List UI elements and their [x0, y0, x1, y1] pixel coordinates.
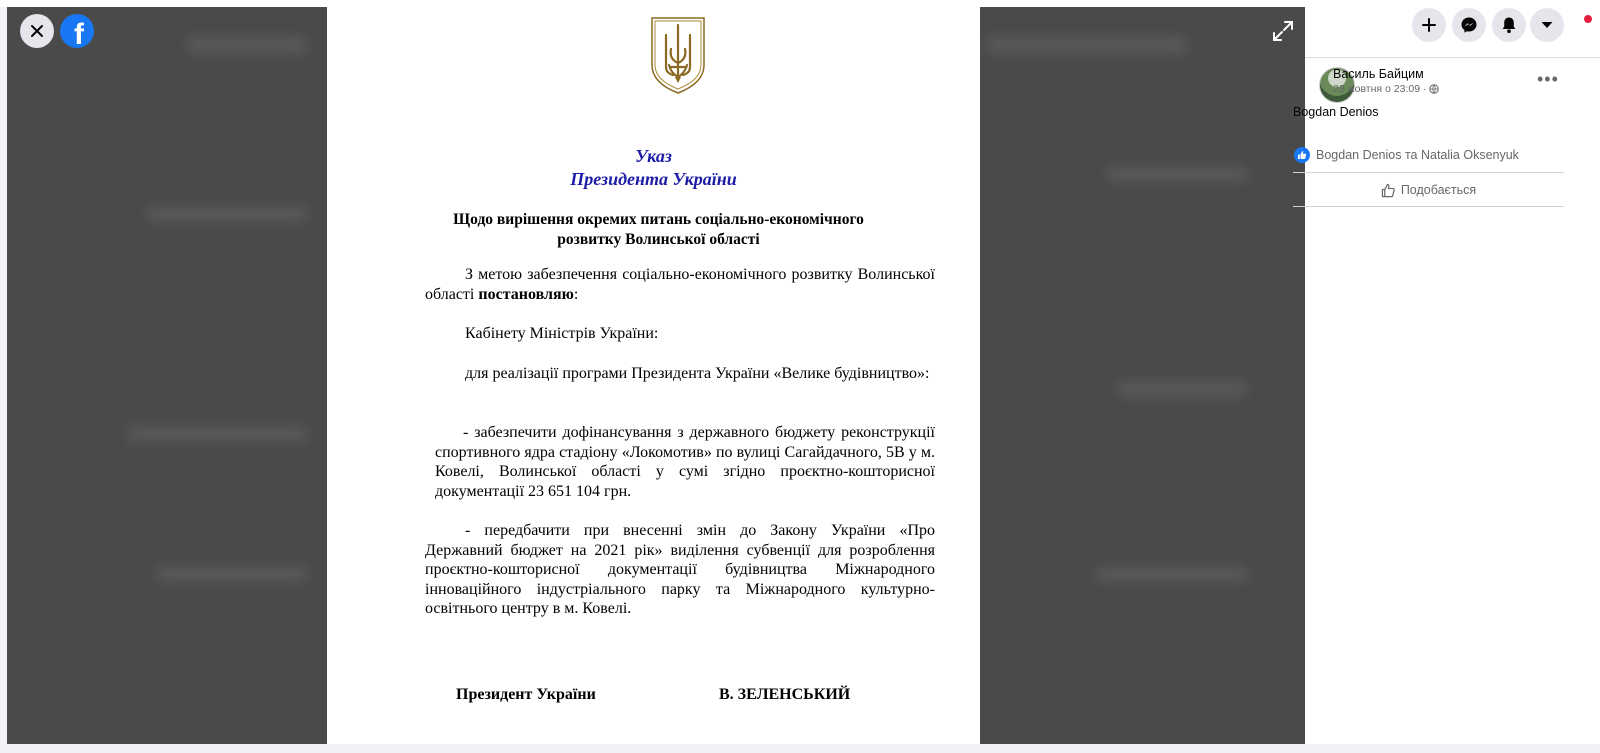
- signature-name: В. ЗЕЛЕНСЬКИЙ: [719, 686, 851, 703]
- like-button-label: Подобається: [1400, 183, 1477, 197]
- create-button[interactable]: [1412, 8, 1446, 42]
- decree-cabinet: Кабінету Міністрів України:: [465, 325, 659, 342]
- coat-of-arms-icon: [649, 15, 707, 95]
- more-options-icon[interactable]: •••: [1537, 69, 1559, 89]
- account-menu-button[interactable]: [1530, 8, 1564, 42]
- divider: [1293, 172, 1564, 173]
- post-timestamp[interactable]: [1333, 83, 1439, 95]
- intro-end: :: [573, 285, 579, 303]
- blurred-background: [157, 567, 307, 581]
- reactions-summary[interactable]: [1294, 147, 1519, 163]
- decree-item-2: - передбачити при внесенні змін до Закону України «Про Державний бюджет на 2021 рік» виділення субвенції для розроблення проєктно-кошторисної документації будівництва Міжнародного інноваційного індустріального парку та Міжнародного культурно-освітнього центру в м. Ковелі.: [425, 522, 935, 618]
- decree-intro: [425, 265, 935, 304]
- globe-icon: [1429, 84, 1439, 94]
- intro-text: З метою забезпечення соціально-економічного розвитку Волинської області: [425, 266, 935, 303]
- signature-title: Президент України: [456, 686, 596, 703]
- blurred-background: [147, 207, 307, 221]
- decree-program: для реалізації програми Президента України «Велике будівництво»:: [465, 365, 930, 382]
- blurred-background: [127, 427, 307, 441]
- facebook-logo[interactable]: f: [60, 14, 94, 48]
- decree-subject: Щодо вирішення окремих питань соціально-економічного розвитку Волинської області: [453, 211, 864, 248]
- decree-title: Указ: [635, 146, 672, 166]
- like-reaction-icon: [1294, 147, 1310, 163]
- reactions-names: Bogdan Denios та Natalia Oksenyuk: [1316, 148, 1519, 162]
- post-time-text: 23 жовтня о 23:09 ·: [1333, 83, 1427, 95]
- plus-icon: [1421, 17, 1437, 33]
- post-text: Bogdan Denios: [1293, 105, 1379, 119]
- expand-button[interactable]: [1270, 18, 1296, 44]
- bell-icon: [1501, 16, 1517, 34]
- expand-icon: [1270, 18, 1296, 44]
- intro-bold: постановляю: [478, 285, 574, 303]
- messenger-button[interactable]: [1452, 8, 1486, 42]
- decree-item-1: - забезпечити дофінансування з державного бюджету реконструкції спортивного ядра стадіону «Локомотив» по вулиці Сагайдачного, 5В у м. Ковелі, Волинської області у сумі згідно проєктно-кошторисної документації 23 651 104 грн.: [435, 424, 935, 500]
- decree-document: [327, 7, 980, 744]
- divider: [1293, 206, 1564, 207]
- top-strip: [0, 0, 1600, 7]
- messenger-icon: [1460, 16, 1478, 34]
- blurred-background: [187, 37, 307, 53]
- post-author[interactable]: Василь Байцим: [1333, 67, 1424, 81]
- close-icon: [29, 23, 45, 39]
- thumbs-up-icon: [1381, 183, 1396, 198]
- decree-title-president: Президента України: [570, 169, 737, 189]
- caret-down-icon: [1540, 20, 1554, 30]
- blurred-background: [987, 37, 1187, 53]
- blurred-background: [1097, 567, 1247, 581]
- notifications-button[interactable]: [1492, 8, 1526, 42]
- like-button[interactable]: [1293, 174, 1564, 206]
- account-alert-dot: [1584, 15, 1592, 23]
- blurred-background: [1117, 382, 1247, 396]
- close-button[interactable]: [20, 14, 54, 48]
- blurred-background: [1107, 167, 1247, 181]
